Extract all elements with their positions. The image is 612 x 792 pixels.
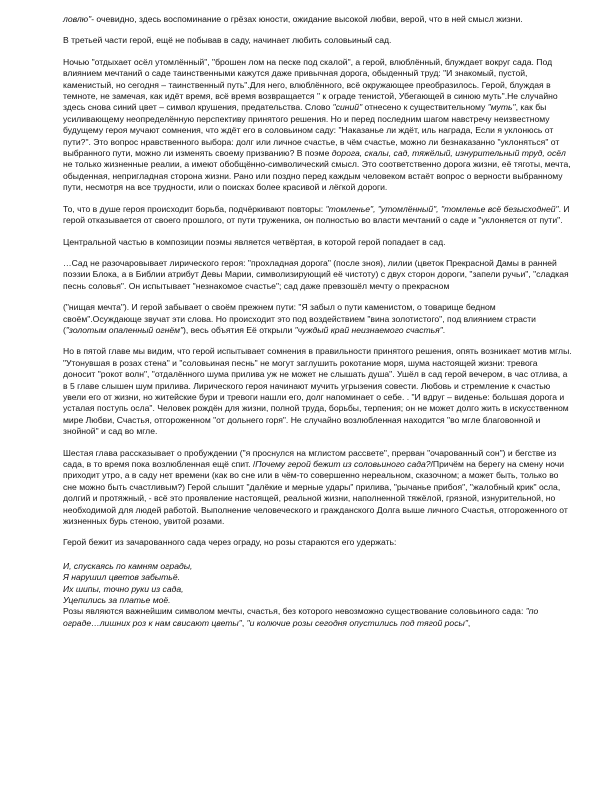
verse-quote	[63, 561, 572, 607]
body-paragraph	[63, 537, 572, 548]
quoted-phrase: "и колючие розы сегодня опустились под тягой росы"	[246, 617, 468, 628]
quoted-phrase: дорога, скалы, сад, тяжёлый, изнурительный труд, осёл	[331, 148, 566, 159]
closing-paragraph	[63, 606, 572, 629]
text-run: , как бы усиливающему неопределённую перспективу принятого решения. Но и перед последним шагом навстречу неизвестному будущему героя мучают сомнения, что ждёт его в соловьином саду: "Наказанье ли ждёт, иль награда, Если я уклонюсь от пути?". Это вопрос нравственного выбора: долг или личное счастье, в чём счастье, можно ли безнаказанно "уклоняться" от выбранного пути, можно ли изменять своему призванию? В поэме	[63, 102, 560, 159]
quoted-phrase: Почему герой бежит из соловьиного сада?	[255, 459, 431, 469]
text-run: В третьей части герой, ещё не побывав в саду, начинает любить соловьиный сад.	[63, 35, 392, 46]
body-paragraph	[63, 346, 572, 437]
verse-line: Их шипы, точно руки из сада,	[63, 583, 184, 594]
text-run: . И герой отказывается от своего прошлого, от пути труженика, он полностью во власти мечтаний о саде и "уклоняется от пути".	[63, 203, 570, 226]
quoted-phrase: "муть"	[487, 102, 516, 113]
body-paragraph	[63, 448, 572, 528]
quoted-phrase: "томленье", "утомлённый", "томленье всё безысходней"	[325, 203, 559, 214]
text-run: Центральной частью в композиции поэмы является четвёртая, в которой герой попадает в сад.	[63, 236, 446, 247]
text-run: не только жизненные реалии, а имеют обобщённо-символический смысл. Это соответственно дорога жизни, её тяготы, мечта, обыденная, непригладная сторона жизни. Рано или поздно перед каждым человеком встаёт вопрос о верности выбранному пути, несмотря на все трудности, или о поисках более красивой и лёгкой дороги.	[63, 159, 571, 193]
text-run: Розы являются важнейшим символом мечты, счастья, без которого невозможно существование соловьиного сада:	[63, 606, 526, 617]
text-run: ("нищая мечта"). И герой забывает о своём прежнем пути: "Я забыл о пути каменистом, о товарище бедном своём".Осуждающе звучат эти слова. Но происходит это под воздействием "вина золотистого", под влиянием страсти (	[63, 302, 536, 335]
text-run: …Сад не разочаровывает лирического героя: "прохладная дорога" (после зноя), лилии (цветок Прекрасной Дамы в ранней поэзии Блока, а в Библии атрибут Девы Марии, символизирующий её чистоту) с двух сторон дороги, "запели ручьи", "сладкая песнь соловья". Он испытывает "незнакомое счастье"; сад даже превзошёл мечту о прекрасном	[63, 257, 569, 291]
body-paragraph	[63, 258, 572, 292]
body-paragraph	[63, 302, 572, 336]
text-run: Но в пятой главе мы видим, что герой испытывает сомнения в правильности принятого решения, опять возникает мотив мглы. "Утонувшая в розах стена" и "соловьиная песнь" не могут заглушить рокотание моря, шума настоящей жизни: тревога доносит "рокот волн", "отдалённого шума прилива уж не может не слышать душа". Ушёл в сад герой вечером, в час отлива, а в 5 главе слышен шум прилива. Лирического героя начинают мучить угрызения совести. Любовь и стремление к счастью увели его от жизни, но житейские бури и тревоги нашли его, долг напоминает о себе. . "И вдруг – виденье: большая дорога и усталая поступь осла". Человек рождён для жизни, полной труда, борьбы, терпения; он не может долго жить в искусственном мире Любви, Счастья, отгороженном "от дольнего горя". Не случайно возлюбленная находится "во мгле благовонной и знойной" и сад во мгле.	[63, 346, 572, 437]
text-run: ,	[467, 617, 471, 628]
text-run: Ночью "отдыхает осёл утомлённый", "брошен лом на песке под скалой", а герой, влюблённый, блуждает вокруг сада. Под влиянием мечтаний о саде таинственными кажутся даже привычная дорога, обыденный труд: "И знакомый, пустой, каменистый, но сегодня – таинственный путь".Для него, влюблённого, всё окружающее преобразилось. Герой, блуждая в темноте, не замечая, как идёт время, всё время возвращается " к ограде тенистой, Убегающей в синюю муть".Не случайно здесь снова синий цвет – символ крушения, предательства. Слово	[63, 56, 558, 113]
text-run: .	[442, 324, 446, 335]
text-run: ,	[241, 617, 247, 628]
text-run: Герой бежит из зачарованного сада через ограду, но розы стараются его удержать:	[63, 537, 397, 548]
text-run: То, что в душе героя происходит борьба, подчёркивают повторы:	[63, 203, 326, 214]
quoted-phrase: "золотым опаленный огнём"	[65, 324, 184, 335]
verse-line: И, спускаясь по камням ограды,	[63, 560, 193, 571]
quoted-phrase: "по ограде…лишних роз к нам свисают цветы"	[63, 606, 539, 628]
text-run: /Причём на берегу на смену ночи приходит утро, а в саду нет времени (как во сне или в чём-то совершенно нереальном, сказочном; а может быть, только во сне можно быть счастливым?) Герой слышит "далёкие и мерные удары" прилива, "рычанье прибоя", "жалобный крик" осла, долгий и протяжный, - всё это проявление настоящей, реальной жизни, наполненной тяжёлой, грязной, изнурительной, но необходимой для людей работой. Выполнение человеческого и гражданского Долга выше личного Счастья, отгороженного от жизненных бурь стеною, увитой розами.	[63, 459, 568, 527]
quoted-phrase: "синий"	[332, 102, 363, 113]
text-run: - очевидно, здесь воспоминание о грёзах юности, ожидание высокой любви, верой, что в ней смысл жизни.	[91, 14, 523, 24]
body-paragraph	[63, 237, 572, 248]
text-run: отнесено к существительному	[362, 102, 488, 113]
body-paragraph	[63, 35, 572, 46]
paragraphs	[63, 14, 572, 549]
text-run: Шестая глава рассказывает о пробуждении ("я проснулся на мглистом рассвете", прерван "очарованный сон") и бегстве из сада, в то время пока возлюбленная ещё спит. /	[63, 447, 557, 469]
text-run: ), весь объятия Её открыли	[183, 324, 295, 335]
quoted-phrase: ловлю"	[63, 14, 92, 24]
body-paragraph	[63, 204, 572, 227]
quoted-phrase: "чуждый край неизнаемого счастья"	[294, 324, 443, 335]
verse-line: Уцепились за платье моё.	[63, 595, 171, 606]
body-paragraph	[63, 14, 572, 25]
body-paragraph	[63, 57, 572, 194]
verse-line: Я нарушил цветов забытьё.	[63, 572, 180, 583]
